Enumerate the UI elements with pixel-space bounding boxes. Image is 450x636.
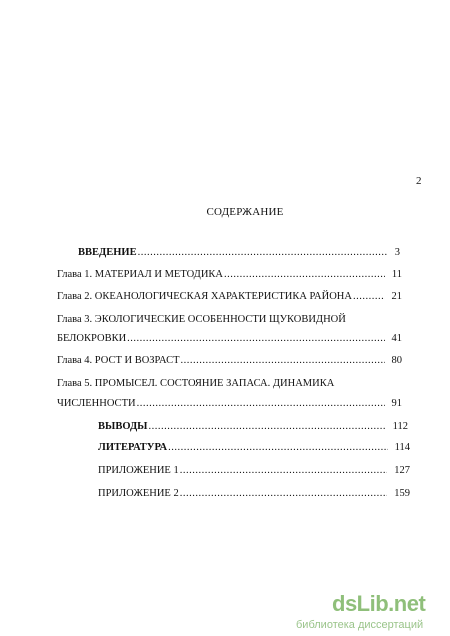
toc-entry-line: Глава 5. ПРОМЫСЕЛ. СОСТОЯНИЕ ЗАПАСА. ДИНАМИКА xyxy=(57,378,335,389)
toc-leader xyxy=(149,420,386,433)
page-title: СОДЕРЖАНИЕ xyxy=(206,206,284,218)
toc-leader xyxy=(224,268,385,281)
toc-leader xyxy=(180,464,388,477)
toc-entry-title: ПРИЛОЖЕНИЕ 1 xyxy=(98,465,179,476)
toc-entry xyxy=(98,464,410,477)
toc-entry-line: Глава 3. ЭКОЛОГИЧЕСКИЕ ОСОБЕННОСТИ ЩУКОВИДНОЙ xyxy=(57,314,346,325)
toc-entry-page: 112 xyxy=(392,421,408,432)
toc-entry-page: 3 xyxy=(394,247,400,258)
toc-entry xyxy=(57,290,402,303)
toc-entry-title: Глава 1. МАТЕРИАЛ И МЕТОДИКА xyxy=(57,269,223,280)
toc-entry-page: 80 xyxy=(391,355,402,366)
toc-leader xyxy=(168,441,388,454)
toc-entry-page: 91 xyxy=(391,398,402,409)
toc-entry xyxy=(98,441,410,454)
toc-entry-title: Глава 2. ОКЕАНОЛОГИЧЕСКАЯ ХАРАКТЕРИСТИКА РАЙОНА xyxy=(57,291,352,302)
watermark-subtitle: библиотека диссертаций xyxy=(296,619,424,631)
toc-entry-page: 41 xyxy=(391,333,402,344)
toc-entry xyxy=(98,420,408,433)
toc-leader xyxy=(181,354,385,367)
toc-entry-title: Глава 4. РОСТ И ВОЗРАСТ xyxy=(57,355,180,366)
page-number: 2 xyxy=(416,175,422,187)
toc-entry xyxy=(78,246,400,259)
toc-entry-title: ЧИСЛЕННОСТИ xyxy=(57,398,136,409)
toc-leader xyxy=(127,332,384,345)
toc-entry-title: ВВЕДЕНИЕ xyxy=(78,247,137,258)
toc-entry-page: 127 xyxy=(394,465,410,476)
toc-entry-title: БЕЛОКРОВКИ xyxy=(57,333,127,344)
toc-entry-page: 11 xyxy=(391,269,402,280)
toc-entry xyxy=(57,332,402,345)
toc-entry-page: 159 xyxy=(394,488,410,499)
toc-entry-page: 21 xyxy=(391,291,402,302)
toc-entry-title: ВЫВОДЫ xyxy=(98,421,148,432)
toc-entry xyxy=(57,397,402,410)
toc-leader xyxy=(353,290,385,303)
watermark xyxy=(296,591,446,633)
toc-entry xyxy=(57,268,402,281)
toc-leader xyxy=(138,246,388,259)
watermark-logo: dsLib.net xyxy=(332,591,426,616)
toc-entry-page: 114 xyxy=(394,442,410,453)
toc-entry-title: ЛИТЕРАТУРА xyxy=(98,442,168,453)
toc-entry-title: ПРИЛОЖЕНИЕ 2 xyxy=(98,488,179,499)
toc-leader xyxy=(180,487,388,500)
toc-entry xyxy=(57,354,402,367)
toc-entry xyxy=(98,487,410,500)
toc-leader xyxy=(137,397,385,410)
